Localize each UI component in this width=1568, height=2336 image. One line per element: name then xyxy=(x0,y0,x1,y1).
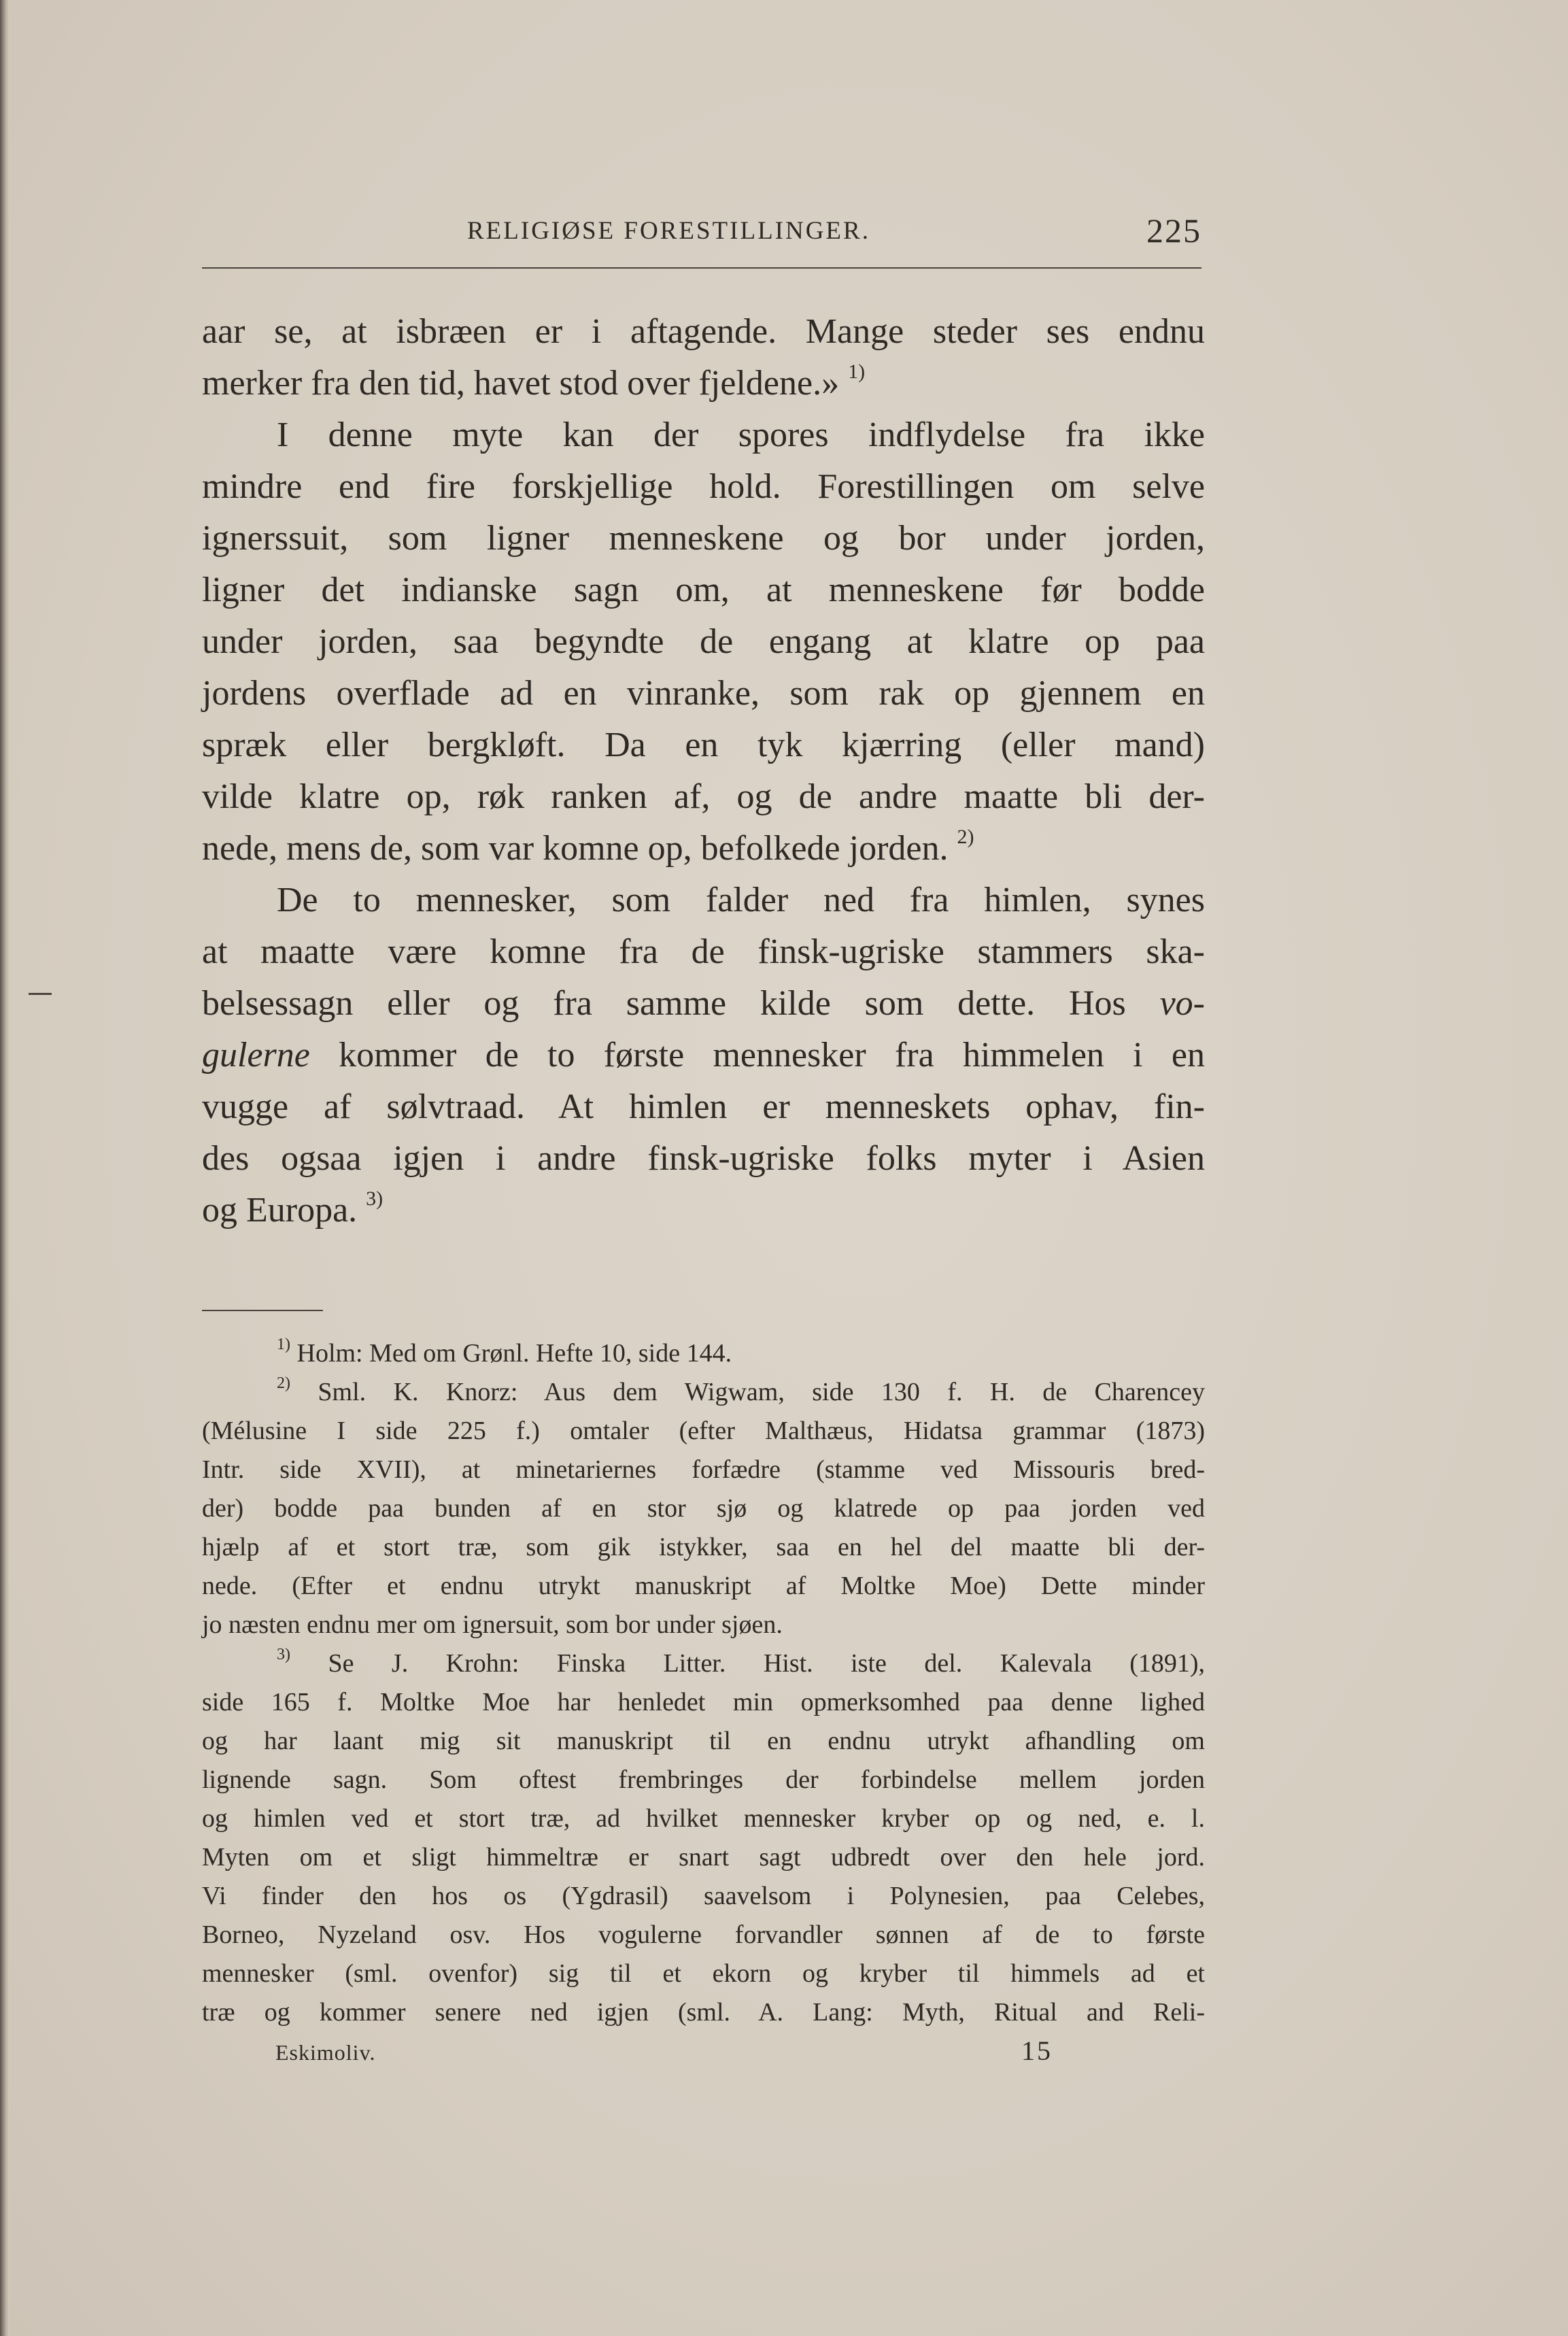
body-line: merker fra den tid, havet stod over fjeldene.» $^{1)}$ xyxy=(202,360,866,403)
body-line: gulerne kommer de to første mennesker fra himmelen i en xyxy=(202,1036,1205,1074)
note-ref: 2) xyxy=(957,825,974,848)
body-line: ignerssuit, som ligner menneskene og bor under jorden, xyxy=(202,519,1205,558)
body-line: aar se, at isbræen er i aftagende. Mange steder ses endnu xyxy=(202,312,1205,351)
footnote-line: mennesker (sml. ovenfor) sig til et ekorn og kryber til himmels ad et xyxy=(202,1959,1205,1988)
signature-mark: Eskimoliv. xyxy=(275,2040,376,2065)
footnote-line: og har laant mig sit manuskript til en endnu utrykt afhandling om xyxy=(202,1727,1205,1755)
footnote-line: der) bodde paa bunden af en stor sjø og klatrede op paa jorden ved xyxy=(202,1494,1205,1523)
footnote-line: hjælp af et stort træ, som gik istykker, saa en hel del maatte bli der- xyxy=(202,1533,1205,1561)
body-line: spræk eller bergkløft. Da en tyk kjærring (eller mand) xyxy=(202,726,1205,764)
body-line: I denne myte kan der spores indflydelse fra ikke xyxy=(277,416,1205,454)
footnote-line: (Mélusine I side 225 f.) omtaler (efter Malthæus, Hidatsa grammar (1873) xyxy=(202,1417,1205,1445)
binding-edge xyxy=(0,0,10,2336)
footnote-line: lignende sagn. Som oftest frembringes der forbindelse mellem jorden xyxy=(202,1765,1205,1794)
body-line: og Europa. $^{3)}$ xyxy=(202,1187,384,1230)
footnote-line: Vi finder den hos os (Ygdrasil) saavelsom i Polynesien, paa Celebes, xyxy=(202,1882,1205,1910)
page-number: 225 xyxy=(1146,211,1201,250)
body-text xyxy=(202,306,1205,1236)
footnotes xyxy=(202,1334,1205,2032)
note-ref: 3) xyxy=(366,1187,384,1210)
body-line: mindre end fire forskjellige hold. Forestillingen om selve xyxy=(202,467,1205,506)
sheet-number: 15 xyxy=(1021,2035,1053,2066)
footnote-line: nede. (Efter et endnu utrykt manuskript af Moltke Moe) Dette minder xyxy=(202,1572,1205,1600)
footnote-line: og himlen ved et stort træ, ad hvilket mennesker kryber op og ned, e. l. xyxy=(202,1804,1205,1833)
footnote-line: $^{1)}$ Holm: Med om Grønl. Hefte 10, side 144. xyxy=(277,1336,732,1368)
body-line: De to mennesker, som falder ned fra himlen, synes xyxy=(277,881,1205,919)
footnote-line: Borneo, Nyzeland osv. Hos vogulerne forvandler sønnen af de to første xyxy=(202,1920,1205,1949)
body-line: ligner det indianske sagn om, at menneskene før bodde xyxy=(202,571,1205,609)
body-line: jordens overflade ad en vinranke, som rak op gjennem en xyxy=(202,674,1205,713)
footnote-line: side 165 f. Moltke Moe har henledet min opmerksomhed paa denne lighed xyxy=(202,1688,1205,1716)
footnote-line: jo næsten endnu mer om ignersuit, som bor under sjøen. xyxy=(202,1610,783,1639)
footnote-line: Intr. side XVII), at minetariernes forfædre (stamme ved Missouris bred- xyxy=(202,1455,1205,1484)
running-title: RELIGIØSE FORESTILLINGER. xyxy=(467,217,870,245)
note-ref: 1) xyxy=(848,360,866,383)
running-head xyxy=(202,211,1201,265)
body-line: nede, mens de, som var komne op, befolkede jorden. $^{2)}$ xyxy=(202,825,974,868)
footnote-line: $^{2)}$ Sml. K. Knorz: Aus dem Wigwam, side 130 f. H. de Charencey xyxy=(277,1374,1205,1406)
footnote-rule xyxy=(202,1310,323,1311)
footnote-line: $^{3)}$ Se J. Krohn: Finska Litter. Hist. iste del. Kalevala (1891), xyxy=(277,1646,1205,1678)
body-line: des ogsaa igjen i andre finsk-ugriske folks myter i Asien xyxy=(202,1139,1205,1178)
body-line: belsessagn eller og fra samme kilde som dette. Hos vo- xyxy=(202,984,1205,1023)
body-line: vugge af sølvtraad. At himlen er menneskets ophav, fin- xyxy=(202,1087,1205,1126)
body-line: vilde klatre op, røk ranken af, og de andre maatte bli der- xyxy=(202,777,1205,816)
footnote-line: træ og kommer senere ned igjen (sml. A. Lang: Myth, Ritual and Reli- xyxy=(202,1998,1205,2027)
header-rule xyxy=(202,267,1201,269)
body-line: under jorden, saa begyndte de engang at klatre op paa xyxy=(202,622,1205,661)
body-line: at maatte være komne fra de finsk-ugriske stammers ska- xyxy=(202,932,1205,971)
margin-mark xyxy=(29,993,52,995)
footnote-line: Myten om et sligt himmeltræ er snart sagt udbredt over den hele jord. xyxy=(202,1843,1205,1872)
